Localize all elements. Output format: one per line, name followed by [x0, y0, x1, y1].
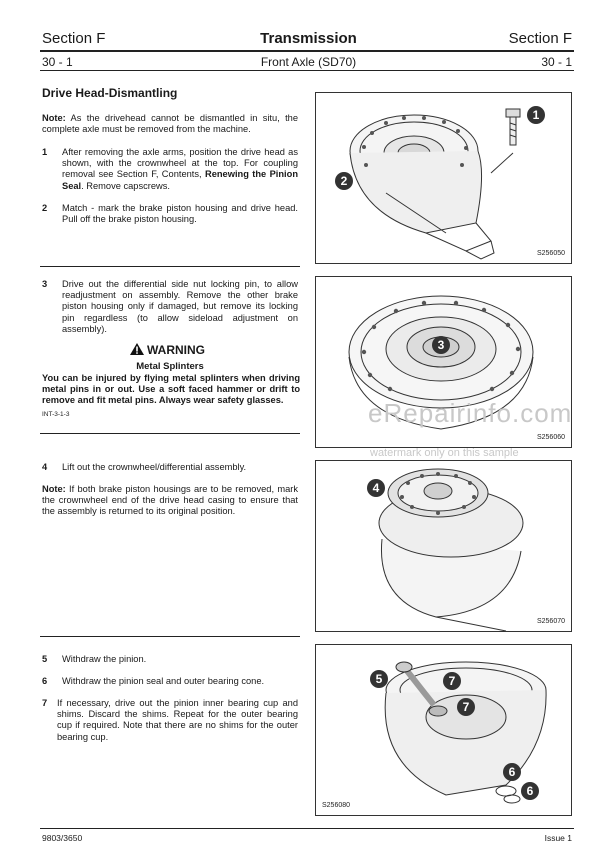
note-2-text: If both brake piston housings are to be removed, mark the crownwheel end of the drive head casing to ensure that the assembly is returned to its original position.	[42, 484, 298, 517]
step-1-number: 1	[42, 147, 48, 157]
step-5-text: Withdraw the pinion.	[62, 654, 147, 664]
step-6-text: Withdraw the pinion seal and outer bearing cone.	[62, 676, 265, 686]
warning-title: WARNING	[147, 343, 205, 357]
warning-triangle-icon	[130, 343, 144, 355]
figure-4-callout-6b: 6	[526, 784, 534, 798]
figure-1-drawing	[316, 93, 571, 263]
footer-rule	[40, 828, 574, 829]
step-1-text-a: After removing the axle arms, position the drive head as shown, with the crownwheel at the top. For coupling removal see Section F, Contents,	[62, 147, 298, 180]
warning-subtitle: Metal Splinters	[136, 361, 204, 372]
figure-3-drawing	[316, 461, 571, 631]
step-1-link-renewing-pinion-seal: Renewing the Pinion Seal	[62, 169, 298, 191]
header-section-right: Section F	[508, 30, 572, 47]
watermark-main: eRepairinfo.com	[368, 398, 573, 428]
step-1-text	[62, 147, 298, 192]
figure-2-callout-3: 3	[437, 338, 445, 352]
figure-3	[315, 460, 572, 632]
figure-4-drawing	[316, 645, 571, 815]
step-2-number: 2	[42, 203, 48, 213]
watermark-sub: watermark only on this sample	[370, 447, 519, 459]
header-rule	[40, 50, 574, 52]
figure-1-callout-1: 1	[532, 108, 540, 122]
warning-heading	[130, 343, 205, 357]
note-1	[42, 113, 298, 135]
figure-4-callout-5: 5	[375, 672, 383, 686]
figure-3-callout-4: 4	[372, 481, 380, 495]
divider-1	[40, 266, 300, 267]
divider-3	[40, 636, 300, 637]
footer-right: Issue 1	[544, 833, 572, 843]
figure-1-code: S256050	[536, 250, 565, 257]
note-1-text: As the drivehead cannot be dismantled in situ, the complete axle must be removed from the machine.	[42, 113, 298, 135]
header-page-right: 30 - 1	[541, 55, 572, 69]
warning-code: INT-3-1-3	[42, 411, 70, 418]
step-5-number: 5	[42, 654, 48, 664]
step-3-number: 3	[42, 279, 48, 289]
note-2-label: Note:	[42, 484, 66, 494]
step-7-number: 7	[42, 698, 48, 708]
header-title: Transmission	[260, 30, 357, 47]
note-2	[42, 484, 298, 518]
warning-text: You can be injured by flying metal splinters when driving metal pins in or out. Use a soft faced hammer or drift to remove and fit metal pins. Always wear safety glasses.	[42, 373, 300, 406]
divider-2	[40, 433, 300, 434]
step-2-text: Match - mark the brake piston housing and drive head. Pull off the brake piston housing.	[62, 203, 298, 225]
header-page-left: 30 - 1	[42, 55, 73, 69]
step-4-text: Lift out the crownwheel/differential assembly.	[62, 462, 247, 472]
figure-4-code: S256080	[322, 802, 351, 809]
figure-4-callout-6a: 6	[508, 765, 516, 779]
step-1-text-b: . Remove capscrews.	[81, 180, 170, 191]
figure-1	[315, 92, 572, 264]
figure-1-callout-2: 2	[340, 174, 348, 188]
note-1-label: Note:	[42, 113, 66, 123]
step-6-number: 6	[42, 676, 48, 686]
header-section-left: Section F	[42, 30, 106, 47]
step-7-text: If necessary, drive out the pinion inner bearing cup and shims. Discard the shims. Repeat for the outer bearing cup if required. Note that there are no shims for the outer bearing cup.	[57, 698, 298, 742]
figure-4-callout-7a: 7	[448, 674, 456, 688]
header-subrule	[40, 70, 574, 71]
step-4-number: 4	[42, 462, 48, 472]
section-heading: Drive Head-Dismantling	[42, 86, 178, 100]
header-subtitle: Front Axle (SD70)	[260, 55, 357, 69]
figure-4-callout-7b: 7	[462, 700, 470, 714]
figure-2-code: S256060	[536, 434, 565, 441]
step-3-text: Drive out the differential side nut locking pin, to allow readjustment on assembly. Remove the other brake piston housing only if damaged, but remove its locking pin regardless (to allow sideload adjustment on assembly).	[62, 279, 298, 334]
footer-left: 9803/3650	[42, 833, 83, 843]
figure-3-code: S256070	[536, 618, 565, 625]
figure-4	[315, 644, 572, 816]
